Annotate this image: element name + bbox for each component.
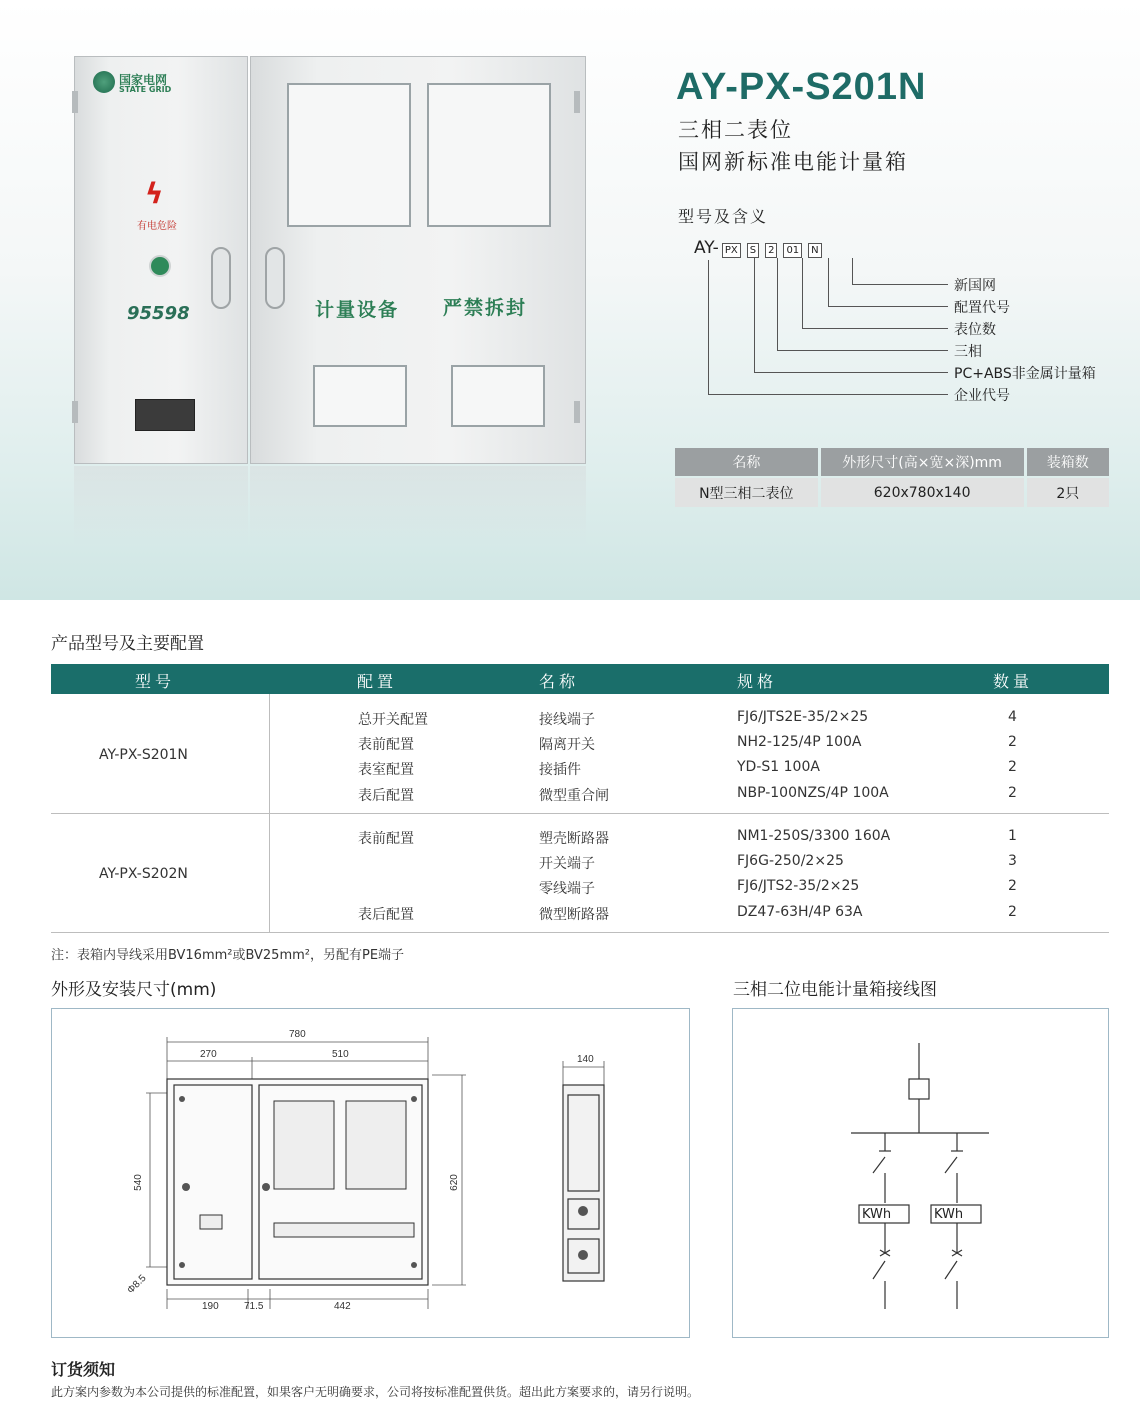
spec-cell: NBP-100NZS/4P 100A bbox=[737, 785, 889, 801]
cabinet-reflection bbox=[74, 466, 248, 546]
dim-bottom-mid: 71.5 bbox=[244, 1301, 264, 1312]
product-model-title: AY-PX-S201N bbox=[676, 66, 927, 108]
danger-label: 有电危险 bbox=[137, 221, 177, 232]
legend-item: PC+ABS非金属计量箱 bbox=[954, 366, 1096, 382]
switch-window bbox=[313, 365, 407, 427]
legend-item: 企业代号 bbox=[954, 388, 1010, 404]
code-n: N bbox=[808, 243, 821, 258]
spec-cell: NH2-125/4P 100A bbox=[737, 734, 862, 750]
dim-bottom-right: 442 bbox=[334, 1301, 351, 1312]
qty-cell: 1 bbox=[1008, 828, 1017, 844]
lock-handle-icon bbox=[265, 247, 285, 309]
dim-bottom-left: 190 bbox=[202, 1301, 219, 1312]
dim-total-width: 780 bbox=[289, 1029, 306, 1040]
dim-right-width: 510 bbox=[332, 1049, 349, 1060]
name-cell: 微型断路器 bbox=[539, 907, 609, 923]
config-cell: 总开关配置 bbox=[358, 712, 428, 728]
wiring-heading: 三相二位电能计量箱接线图 bbox=[733, 980, 937, 1000]
product-subtitle-1: 三相二表位 bbox=[678, 118, 793, 142]
name-cell: 零线端子 bbox=[539, 881, 595, 897]
code-px: PX bbox=[722, 243, 741, 258]
cabinet-reflection bbox=[250, 466, 586, 546]
qty-cell: 4 bbox=[1008, 709, 1017, 725]
code-s: S bbox=[747, 243, 759, 258]
spec-cell: 2只 bbox=[1027, 478, 1109, 507]
config-col: 名称 bbox=[539, 672, 580, 691]
config-col: 规格 bbox=[737, 672, 778, 691]
group-model: AY-PX-S202N bbox=[99, 866, 188, 882]
ordering-text: 此方案内参数为本公司提供的标准配置，如果客户无明确要求，公司将按标准配置供货。超出此方案要求的，请另行说明。 bbox=[51, 1385, 700, 1399]
config-table-header bbox=[51, 664, 1109, 694]
qty-cell: 2 bbox=[1008, 904, 1017, 920]
model-meaning-heading: 型号及含义 bbox=[678, 207, 769, 226]
spec-header: 外形尺寸(高×宽×深)mm bbox=[821, 448, 1024, 476]
name-cell: 隔离开关 bbox=[539, 737, 595, 753]
table-bottom-rule bbox=[51, 932, 1109, 933]
wiring-diagram bbox=[733, 1009, 1108, 1337]
qty-cell: 2 bbox=[1008, 785, 1017, 801]
hinge-icon bbox=[72, 91, 78, 113]
legend-item: 新国网 bbox=[954, 278, 996, 294]
spec-cell: YD-S1 100A bbox=[737, 759, 820, 775]
product-subtitle-2: 国网新标准电能计量箱 bbox=[678, 150, 908, 174]
spec-cell: FJ6/JTS2E-35/2×25 bbox=[737, 709, 869, 725]
name-cell: 微型重合闸 bbox=[539, 788, 609, 804]
config-col: 配置 bbox=[357, 672, 398, 691]
config-cell: 表前配置 bbox=[358, 831, 414, 847]
cabinet-right-door bbox=[250, 56, 586, 464]
group-separator bbox=[51, 813, 1109, 814]
dim-depth: 140 bbox=[577, 1054, 594, 1065]
nameplate bbox=[135, 399, 195, 431]
lightning-warning-icon: ϟ bbox=[145, 177, 164, 210]
meter-label: KWh bbox=[862, 1207, 892, 1222]
lock-handle-icon bbox=[211, 247, 231, 309]
name-cell: 塑壳断路器 bbox=[539, 831, 609, 847]
code-2: 2 bbox=[765, 243, 777, 258]
meter-label: KWh bbox=[934, 1207, 964, 1222]
qty-cell: 2 bbox=[1008, 734, 1017, 750]
hinge-icon bbox=[574, 401, 580, 423]
cabinet-left-door bbox=[74, 56, 248, 464]
legend-item: 三相 bbox=[954, 344, 982, 360]
door-text-2: 严禁拆封 bbox=[443, 297, 528, 319]
dim-total-height: 620 bbox=[448, 1174, 460, 1191]
hinge-icon bbox=[72, 401, 78, 423]
brand-en: STATE GRID bbox=[119, 85, 172, 94]
dimensions-heading: 外形及安装尺寸(mm) bbox=[51, 980, 217, 1000]
config-note: 注：表箱内导线采用BV16mm²或BV25mm²，另配有PE端子 bbox=[51, 948, 405, 963]
switch-window bbox=[451, 365, 545, 427]
dim-left-width: 270 bbox=[200, 1049, 217, 1060]
spec-header: 装箱数 bbox=[1027, 448, 1109, 476]
dim-inner-height: 540 bbox=[132, 1174, 144, 1191]
spec-cell: N型三相二表位 bbox=[675, 478, 818, 507]
qty-cell: 2 bbox=[1008, 759, 1017, 775]
indicator-icon bbox=[149, 255, 171, 277]
config-cell: 表室配置 bbox=[358, 762, 414, 778]
qty-cell: 2 bbox=[1008, 878, 1017, 894]
legend-item: 配置代号 bbox=[954, 300, 1010, 316]
spec-cell: FJ6/JTS2-35/2×25 bbox=[737, 878, 860, 894]
spec-cell: DZ47-63H/4P 63A bbox=[737, 904, 863, 920]
hinge-icon bbox=[574, 91, 580, 113]
spec-cell: 620x780x140 bbox=[821, 478, 1024, 507]
spec-cell: FJ6G-250/2×25 bbox=[737, 853, 844, 869]
spec-table bbox=[672, 446, 1112, 509]
dim-hole: Φ8.5 bbox=[125, 1272, 149, 1297]
config-col: 数量 bbox=[993, 672, 1034, 691]
name-cell: 接线端子 bbox=[539, 712, 595, 728]
code-01: 01 bbox=[783, 243, 802, 258]
spec-header: 名称 bbox=[675, 448, 818, 476]
name-cell: 接插件 bbox=[539, 762, 581, 778]
dimension-drawing-frame bbox=[51, 1008, 690, 1338]
wiring-diagram-frame bbox=[732, 1008, 1109, 1338]
model-code bbox=[694, 238, 825, 258]
config-cell: 表后配置 bbox=[358, 907, 414, 923]
qty-cell: 3 bbox=[1008, 853, 1017, 869]
brand-cn: 国家电网 bbox=[119, 73, 168, 87]
hotline: 95598 bbox=[127, 303, 190, 324]
meter-window bbox=[287, 83, 411, 227]
config-heading: 产品型号及主要配置 bbox=[51, 634, 204, 654]
name-cell: 开关端子 bbox=[539, 856, 595, 872]
config-cell: 表后配置 bbox=[358, 788, 414, 804]
ordering-heading: 订货须知 bbox=[51, 1360, 116, 1379]
meter-window bbox=[427, 83, 551, 227]
config-cell: 表前配置 bbox=[358, 737, 414, 753]
model-code-prefix: AY- bbox=[694, 238, 719, 258]
legend-item: 表位数 bbox=[954, 322, 996, 338]
config-col: 型号 bbox=[135, 672, 176, 691]
spec-cell: NM1-250S/3300 160A bbox=[737, 828, 891, 844]
door-text-1: 计量设备 bbox=[315, 299, 400, 321]
state-grid-logo-icon bbox=[93, 71, 115, 93]
group-model: AY-PX-S201N bbox=[99, 747, 188, 763]
